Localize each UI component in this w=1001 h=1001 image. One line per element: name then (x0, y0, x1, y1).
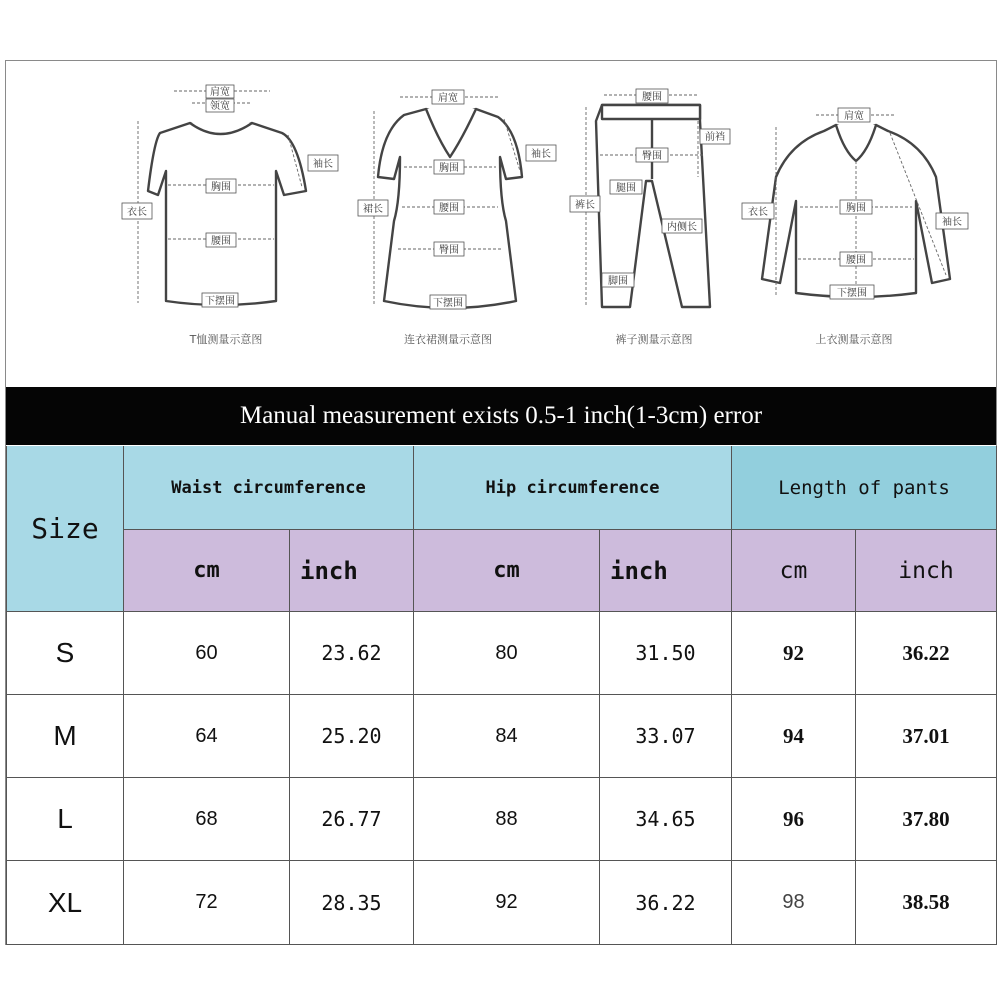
top-diagram (742, 108, 968, 346)
pants-diagram (570, 89, 730, 346)
top-label-sleeve: 袖长 (942, 217, 962, 228)
pants-label-length: 裤长 (575, 200, 595, 211)
waist-group-header: Waist circumference (124, 446, 414, 530)
hip-cm-cell: 88 (414, 778, 600, 861)
size-cell-s: S (6, 612, 124, 695)
hip-inch-cell: 31.50 (600, 612, 732, 695)
length-inch-cell: 37.80 (856, 778, 997, 861)
tshirt-diagram (122, 85, 338, 346)
pants-caption: 裤子测量示意图 (615, 333, 693, 346)
tshirt-label-length: 衣长 (127, 207, 147, 218)
size-column-header: Size (6, 446, 124, 612)
length-inch-header: inch (856, 530, 997, 612)
tshirt-label-waist: 腰围 (211, 236, 231, 247)
dress-label-chest: 胸围 (439, 163, 459, 174)
waist-cm-cell: 72 (124, 861, 290, 945)
hip-inch-cell: 36.22 (600, 861, 732, 945)
measurement-error-banner: Manual measurement exists 0.5-1 inch(1-3cm) error (6, 387, 996, 445)
measurement-diagrams (6, 61, 996, 387)
dress-label-hem: 下摆围 (433, 298, 463, 309)
top-label-waist: 腰围 (846, 255, 866, 266)
pants-label-waist: 腰围 (642, 92, 662, 103)
length-cm-cell: 98 (732, 861, 856, 945)
top-label-chest: 胸围 (846, 203, 866, 214)
top-label-hem: 下摆围 (837, 288, 867, 299)
length-cm-cell: 94 (732, 695, 856, 778)
tshirt-label-sleeve: 袖长 (313, 159, 333, 170)
dress-caption: 连衣裙测量示意图 (404, 333, 492, 346)
pants-waistband (602, 105, 700, 119)
pants-label-thigh: 腿围 (616, 183, 636, 194)
pants-label-inseam: 内侧长 (667, 222, 697, 233)
diagrams-svg (6, 61, 996, 387)
length-group-header: Length of pants (732, 446, 997, 530)
length-inch-cell: 37.01 (856, 695, 997, 778)
hip-cm-cell: 80 (414, 612, 600, 695)
tshirt-label-neck: 领宽 (210, 101, 230, 112)
hip-cm-header: cm (414, 530, 600, 612)
pants-label-rise: 前裆 (705, 132, 725, 143)
hip-inch-cell: 34.65 (600, 778, 732, 861)
dress-label-shoulder: 肩宽 (438, 93, 458, 104)
dress-label-length: 裙长 (363, 204, 383, 215)
length-cm-cell: 92 (732, 612, 856, 695)
waist-cm-cell: 68 (124, 778, 290, 861)
size-cell-xl: XL (6, 861, 124, 945)
dress-label-waist: 腰围 (439, 203, 459, 214)
waist-inch-cell: 28.35 (290, 861, 414, 945)
tshirt-label-shoulder: 肩宽 (210, 87, 230, 98)
dress-label-hip: 臀围 (439, 245, 459, 256)
tshirt-caption: T恤测量示意图 (189, 333, 263, 346)
top-label-shoulder: 肩宽 (844, 111, 864, 122)
waist-cm-header: cm (124, 530, 290, 612)
hip-cm-cell: 84 (414, 695, 600, 778)
waist-inch-cell: 26.77 (290, 778, 414, 861)
top-caption: 上衣测量示意图 (815, 333, 893, 346)
tshirt-label-hem: 下摆围 (205, 296, 235, 307)
waist-cm-cell: 60 (124, 612, 290, 695)
waist-inch-cell: 25.20 (290, 695, 414, 778)
size-cell-m: M (6, 695, 124, 778)
hip-inch-cell: 33.07 (600, 695, 732, 778)
hip-inch-header: inch (600, 530, 732, 612)
pants-label-hip: 臀围 (642, 151, 662, 162)
dress-label-sleeve: 袖长 (531, 149, 551, 160)
dress-diagram (358, 90, 556, 346)
length-inch-cell: 36.22 (856, 612, 997, 695)
length-cm-cell: 96 (732, 778, 856, 861)
pants-label-leg-opening: 脚围 (608, 276, 628, 287)
waist-cm-cell: 64 (124, 695, 290, 778)
length-inch-cell: 38.58 (856, 861, 997, 945)
hip-cm-cell: 92 (414, 861, 600, 945)
hip-group-header: Hip circumference (414, 446, 732, 530)
waist-inch-header: inch (290, 530, 414, 612)
waist-inch-cell: 23.62 (290, 612, 414, 695)
length-cm-header: cm (732, 530, 856, 612)
tshirt-label-chest: 胸围 (211, 182, 231, 193)
tshirt-outline (148, 123, 306, 305)
size-cell-l: L (6, 778, 124, 861)
top-label-length: 衣长 (748, 207, 768, 218)
